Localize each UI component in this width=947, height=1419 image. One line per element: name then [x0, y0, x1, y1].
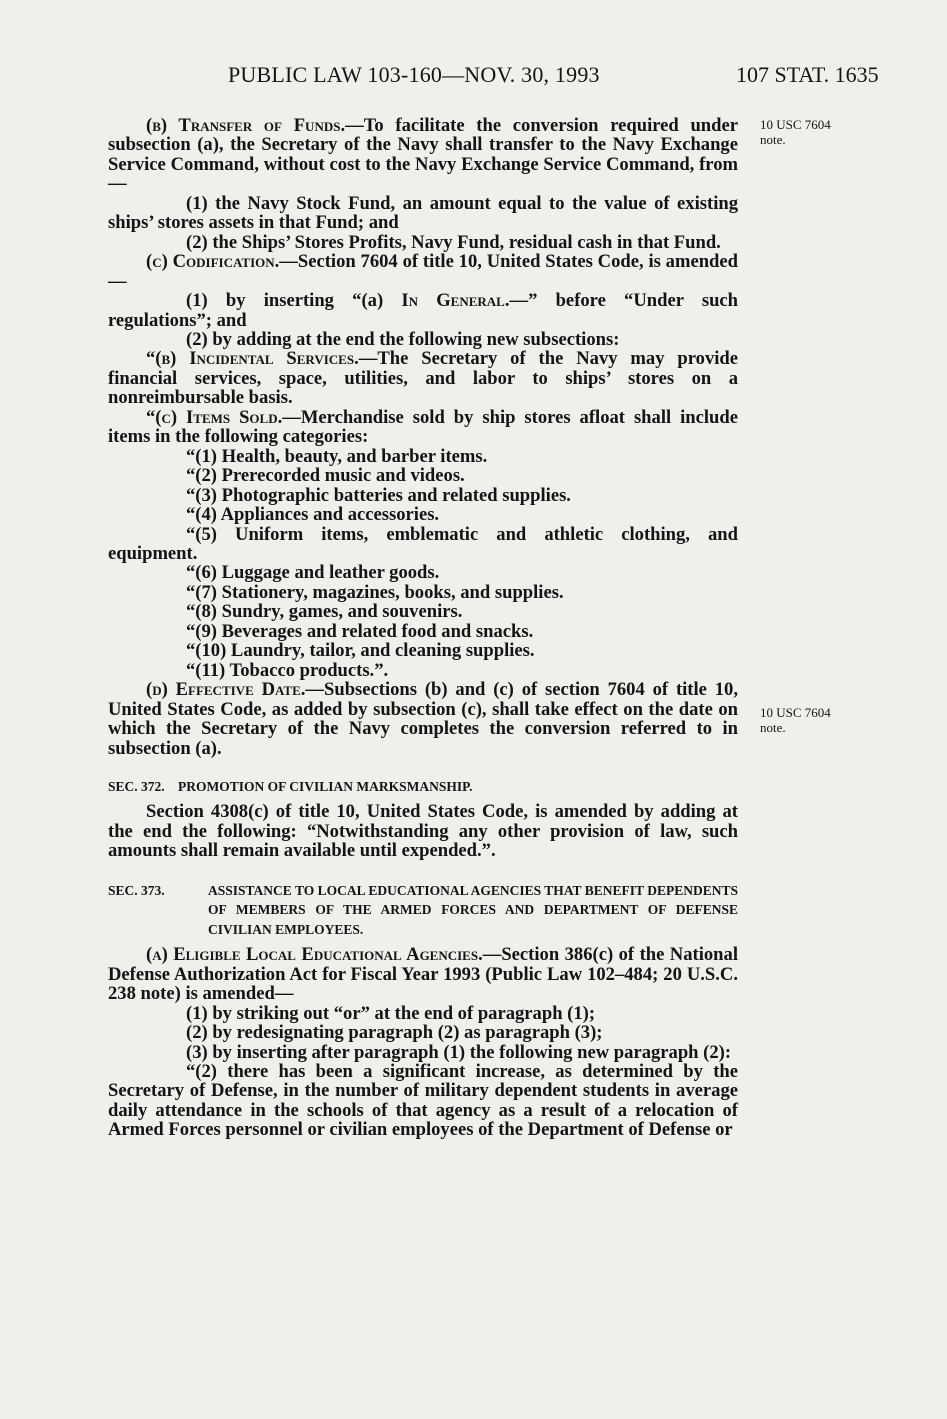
section-372-body: Section 4308(c) of title 10, United States Code, is amended by adding at the end the following: “Notwithstanding any other provision of law, such amounts shall remain available until expended.”.	[108, 801, 738, 862]
subsection-text: —Section 7604 of title 10, United States Code, is amended—	[108, 251, 738, 292]
section-number: SEC. 372.	[108, 778, 165, 794]
paragraph-text: (1) by inserting “(a)	[186, 290, 402, 312]
subsection-heading: (c) Codification.	[146, 251, 280, 273]
subsection-text: —The Secretary of the Navy may provide financial services, space, utilities, and labor to ships’ stores on a nonreimbursable basis.	[108, 348, 739, 409]
list-item: “(5) Uniform items, emblematic and athletic clothing, and equipment.	[108, 523, 738, 564]
paragraph-a4: “(2) there has been a significant increase, as determined by the Secretary of Defense, in the number of military dependent students in average daily attendance in the schools of that agency as a result of a relocation of Armed Forces personnel or civilian employees of the Department of Defense or	[108, 1061, 738, 1141]
paragraph-a2: (2) by redesignating paragraph (2) as paragraph (3);	[186, 1022, 603, 1044]
inserted-heading: In General.	[401, 290, 510, 312]
subsection-text: —Section 386(c) of the National Defense Authorization Act for Fiscal Year 1993 (Public Law 102–484; 20 U.S.C. 238 note) is amended—	[108, 944, 738, 1005]
page-title: PUBLIC LAW 103-160—NOV. 30, 1993	[228, 62, 600, 87]
document-body	[108, 116, 738, 1140]
margin-note-suffix: note.	[760, 132, 786, 147]
subsection-text: —To facilitate the conversion required under subsection (a), the Secretary of the Navy shall transfer to the Navy Exchange Service Command, without cost to the Navy Exchange Service Command, from—	[108, 115, 738, 195]
subsection-heading: (a) Eligible Local Educational Agencies.	[146, 944, 483, 966]
margin-note-2	[760, 705, 831, 735]
paragraph-c1	[108, 291, 738, 330]
subsection-heading: “(b) Incidental Services.	[146, 348, 359, 370]
subsection-a	[108, 945, 738, 1003]
list-item: “(9) Beverages and related food and snacks.	[186, 620, 534, 642]
new-subsection-b	[108, 349, 738, 407]
section-title: PROMOTION OF CIVILIAN MARKSMANSHIP.	[178, 778, 473, 794]
paragraph-c2: (2) by adding at the end the following new subsections:	[186, 328, 620, 350]
margin-note-citation: 10 USC 7604	[760, 117, 831, 132]
page-header	[0, 62, 947, 94]
list-item: “(8) Sundry, games, and souvenirs.	[186, 601, 463, 623]
subsection-heading: (b) Transfer of Funds.	[146, 115, 346, 136]
list-item: “(10) Laundry, tailor, and cleaning supplies.	[186, 640, 535, 662]
section-372-heading	[108, 777, 738, 797]
margin-note-1	[760, 117, 831, 147]
list-item: “(3) Photographic batteries and related supplies.	[186, 484, 571, 506]
list-item: “(4) Appliances and accessories.	[186, 504, 440, 526]
paragraph-b2: (2) the Ships’ Stores Profits, Navy Fund, residual cash in that Fund.	[186, 231, 721, 253]
section-title: ASSISTANCE TO LOCAL EDUCATIONAL AGENCIES THAT BENEFIT DEPENDENTS OF MEMBERS OF THE ARMED FORCES AND DEPARTMENT OF DEFENSE CIVILIAN EMPLOYEES.	[208, 882, 738, 937]
new-subsection-c	[108, 408, 738, 447]
margin-note-citation: 10 USC 7604	[760, 705, 831, 720]
subsection-b	[108, 116, 738, 194]
subsection-text: —Merchandise sold by ship stores afloat shall include items in the following categories:	[108, 406, 738, 448]
list-item: “(11) Tobacco products.”.	[186, 659, 389, 681]
paragraph-b1: (1) the Navy Stock Fund, an amount equal to the value of existing ships’ stores assets in that Fund; and	[108, 192, 738, 234]
section-number: SEC. 373.	[108, 882, 165, 898]
paragraph-text: —” before “Under such regulations”; and	[108, 290, 739, 331]
section-373-heading	[108, 881, 738, 940]
margin-note-suffix: note.	[760, 720, 786, 735]
subsection-heading: (d) Effective Date.	[146, 679, 306, 701]
subsection-heading: “(c) Items Sold.	[146, 406, 283, 428]
paragraph-a1: (1) by striking out “or” at the end of paragraph (1);	[186, 1002, 596, 1024]
subsection-d	[108, 680, 738, 758]
subsection-c	[108, 252, 738, 291]
list-item: “(1) Health, beauty, and barber items.	[186, 445, 488, 467]
paragraph-a3: (3) by inserting after paragraph (1) the following new paragraph (2):	[186, 1041, 732, 1063]
list-item: “(2) Prerecorded music and videos.	[186, 465, 465, 487]
subsection-text: —Subsections (b) and (c) of section 7604 of title 10, United States Code, as added by subsection (c), shall take effect on the date on which the Secretary of the Navy completes the conversion referred to in subsection (a).	[108, 679, 738, 759]
statute-page-number: 107 STAT. 1635	[736, 62, 879, 87]
list-item: “(7) Stationery, magazines, books, and supplies.	[186, 581, 564, 603]
list-item: “(6) Luggage and leather goods.	[186, 562, 440, 584]
